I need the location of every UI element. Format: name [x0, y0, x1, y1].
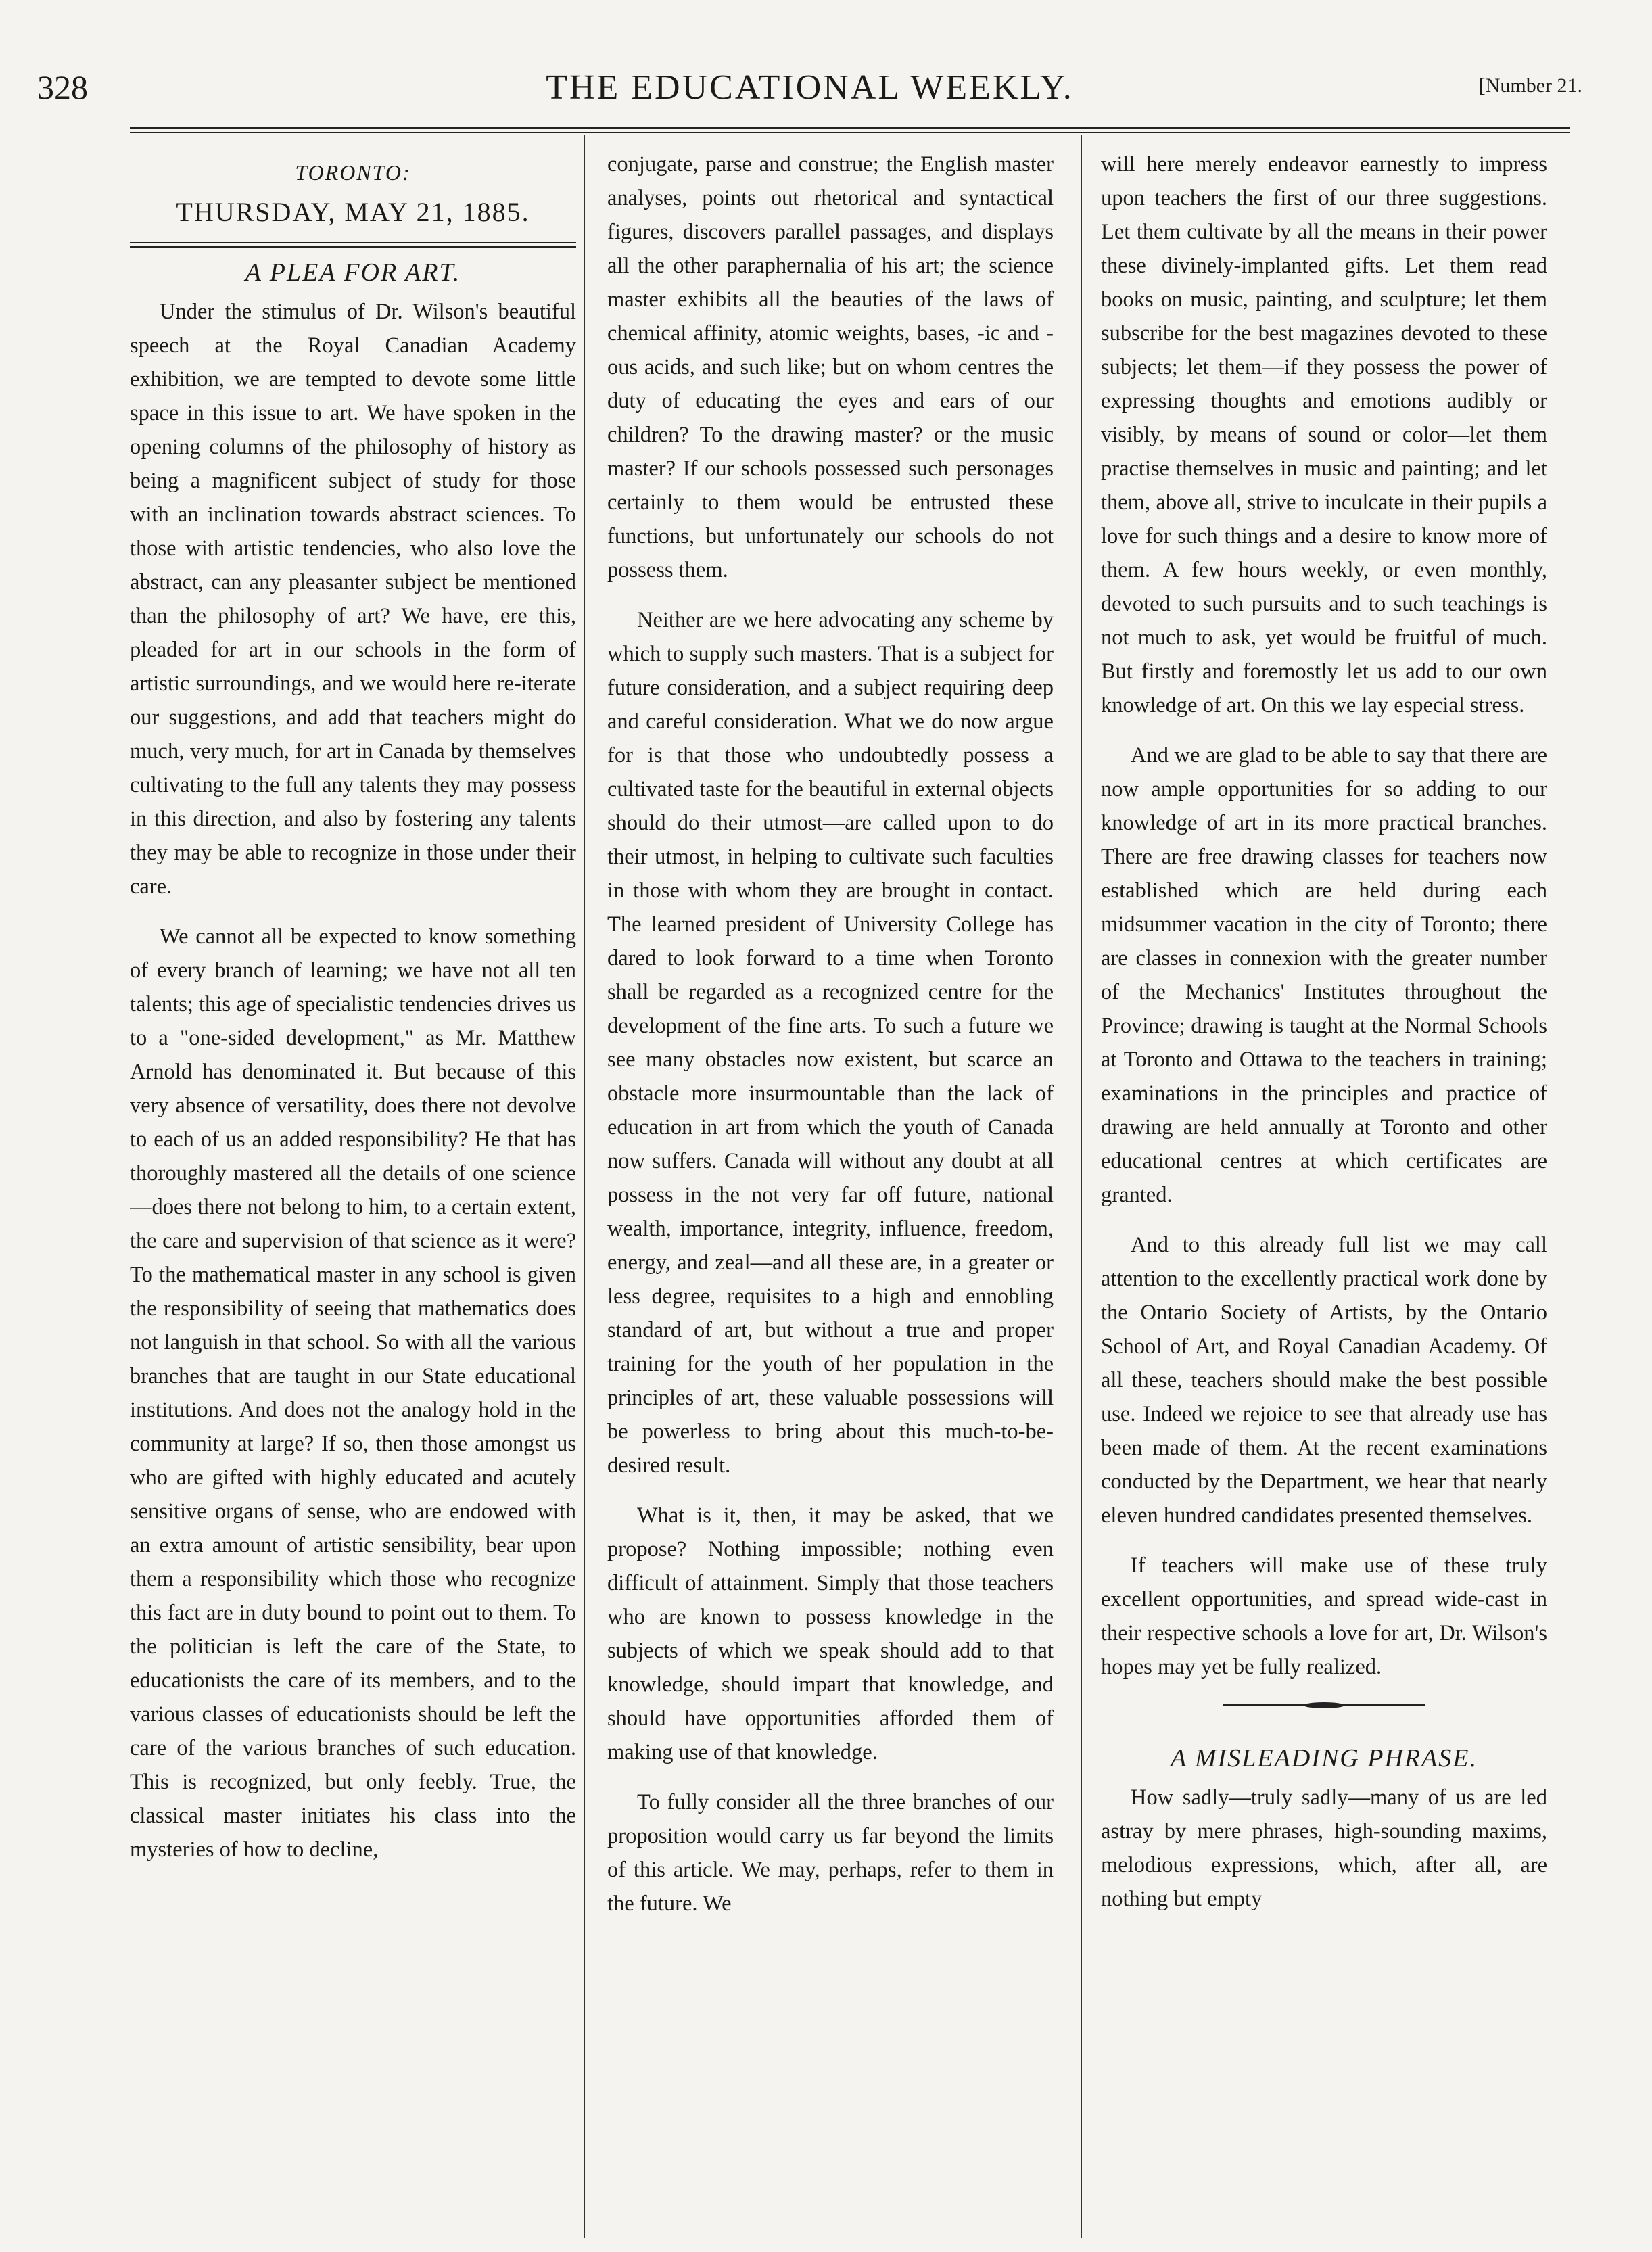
paragraph: Neither are we here advocating any scheme by which to supply such masters. That is a subject for future consideration, and a subject requiring deep and careful consideration. What we do now argue for is that those who undoubtedly possess a cultivated taste for the beautiful in external objects should do their utmost—are called upon to do their utmost, in helping to cultivate such faculties in those with whom they are brought in contact. The learned president of University College has dared to look forward to a time when Toronto shall be regarded as a recognized centre for the development of the fine arts. To such a future we see many obstacles now existent, but scarce an obstacle more insurmountable than the lack of education in art from which the youth of Canada now suffers. Canada will without any doubt at all possess in the not very far off future, national wealth, importance, integrity, influence, freedom, energy, and zeal—and all these are, in a greater or less degree, requisites to a high and ennobling standard of art, but without a true and proper training for the youth of her population in the principles of art, these valuable possessions will be powerless to bring about this much-to-be-desired result. — [607, 608, 1054, 1478]
journal-title: THE EDUCATIONAL WEEKLY. — [546, 68, 1074, 107]
dateline-rule — [130, 242, 576, 248]
article-title: A PLEA FOR ART. — [245, 258, 461, 287]
paragraph: If teachers will make use of these truly excellent opportunities, and spread wide-cast in their respective schools a love for art, Dr. Wilson's hopes may yet be fully realized. — [1101, 1553, 1547, 1679]
article-title: A MISLEADING PHRASE. — [1170, 1744, 1478, 1773]
column-1 — [130, 135, 576, 2225]
paragraph: We cannot all be expected to know something of every branch of learning; we have not all ten talents; this age of specialistic tendencies drives us to a "one-sided development," as Mr. Matthew Arnold has denominated it. But because of this very absence of versatility, does there not devolve to each of us an added responsibility? He that has thoroughly mastered all the details of one science—does there not belong to him, to a certain extent, the care and supervision of that science as it were? To the mathematical master in any school is given the responsibility of seeing that mathematics does not languish in that school. So with all the various branches that are taught in our State educational institutions. And does not the analogy hold in the community at large? If so, then those amongst us who are gifted with highly educated and acutely sensitive organs of sense, who are endowed with an extra amount of artistic sensibility, bear upon them a responsibility which those who recognize this fact are in duty bound to point out to them. To the politician is left the care of the State, to educationists the care of its members, and to the various classes of educationists should be left the care of the various branches of such education. This is recognized, but only feebly. True, the classical master initiates his class into the mysteries of how to decline, — [130, 924, 576, 1862]
paragraph: What is it, then, it may be asked, that we propose? Nothing impossible; nothing even difficult of attainment. Simply that those teachers who are known to possess knowledge in the subjects of which we speak should add to that knowledge, should impart that knowledge, and should have opportunities afforded them of making use of that knowledge. — [607, 1503, 1054, 1764]
column-3 — [1101, 135, 1547, 2225]
page-number: 328 — [37, 68, 88, 106]
paragraph: To fully consider all the three branches of our proposition would carry us far beyond the limits of this article. We may, perhaps, refer to them in the future. We — [607, 1790, 1054, 1916]
page-header — [37, 68, 1582, 122]
column-divider — [1081, 135, 1082, 2238]
column-divider — [584, 135, 585, 2238]
dateline-date: THURSDAY, MAY 21, 1885. — [176, 197, 530, 227]
issue-number: [Number 21. — [1478, 74, 1582, 97]
header-rule — [130, 127, 1570, 133]
column-2 — [607, 135, 1054, 2225]
paragraph: And we are glad to be able to say that there are now ample opportunities for so adding to our knowledge of art in its more practical branches. There are free drawing classes for teachers now established which are held during each midsummer vacation in the city of Toronto; there are classes in connexion with the greater number of the Mechanics' Institutes throughout the Province; drawing is taught at the Normal Schools at Toronto and Ottawa to the teachers in training; examinations in the principles and practice of drawing are held annually at Toronto and other educational centres at which certificates are granted. — [1101, 743, 1547, 1207]
section-separator — [1223, 1704, 1425, 1706]
dateline-city: TORONTO: — [295, 160, 411, 185]
paragraph: will here merely endeavor earnestly to impress upon teachers the first of our three suggestions. Let them cultivate by all the means in their power these divinely-implanted gifts. Let them read books on music, painting, and sculpture; let them subscribe for the best magazines devoted to these subjects; let them—if they possess the power of expressing thoughts and emotions audibly or visibly, by means of sound or color—let them practise themselves in music and painting; and let them, above all, strive to inculcate in their pupils a love for such things and a desire to know more of them. A few hours weekly, or even monthly, devoted to such pursuits and to such teachings is not much to ask, yet would be fruitful of much. But firstly and foremostly let us add to our own knowledge of art. On this we lay especial stress. — [1101, 152, 1547, 718]
paragraph: And to this already full list we may call attention to the excellently practical work done by the Ontario Society of Artists, by the Ontario School of Art, and Royal Canadian Academy. Of all these, teachers should make the best possible use. Indeed we rejoice to see that already use has been made of them. At the recent examinations conducted by the Department, we hear that nearly eleven hundred candidates presented themselves. — [1101, 1233, 1547, 1528]
paragraph: Under the stimulus of Dr. Wilson's beautiful speech at the Royal Canadian Academy exhibition, we are tempted to devote some little space in this issue to art. We have spoken in the opening columns of the philosophy of history as being a magnificent subject of study for those with an inclination towards abstract sciences. To those with artistic tendencies, who also love the abstract, can any pleasanter subject be mentioned than the philosophy of art? We have, ere this, pleaded for art in our schools in the form of artistic surroundings, and we would here re-iterate our suggestions, and add that teachers might do much, very much, for art in Canada by themselves cultivating to the full any talents they may possess in this direction, and also by fostering any talents they may be able to recognize in those under their care. — [130, 300, 576, 899]
paragraph: How sadly—truly sadly—many of us are led astray by mere phrases, high-sounding maxims, melodious expressions, which, after all, are nothing but empty — [1101, 1785, 1547, 1911]
paragraph: conjugate, parse and construe; the English master analyses, points out rhetorical and syntactical figures, discovers parallel passages, and displays all the other paraphernalia of his art; the science master exhibits all the beauties of the laws of chemical affinity, atomic weights, bases, -ic and -ous acids, and such like; but on whom centres the duty of educating the eyes and ears of our children? To the drawing master? or the music master? If our schools possessed such personages certainly to them would be entrusted these functions, but unfortunately our schools do not possess them. — [607, 152, 1054, 582]
